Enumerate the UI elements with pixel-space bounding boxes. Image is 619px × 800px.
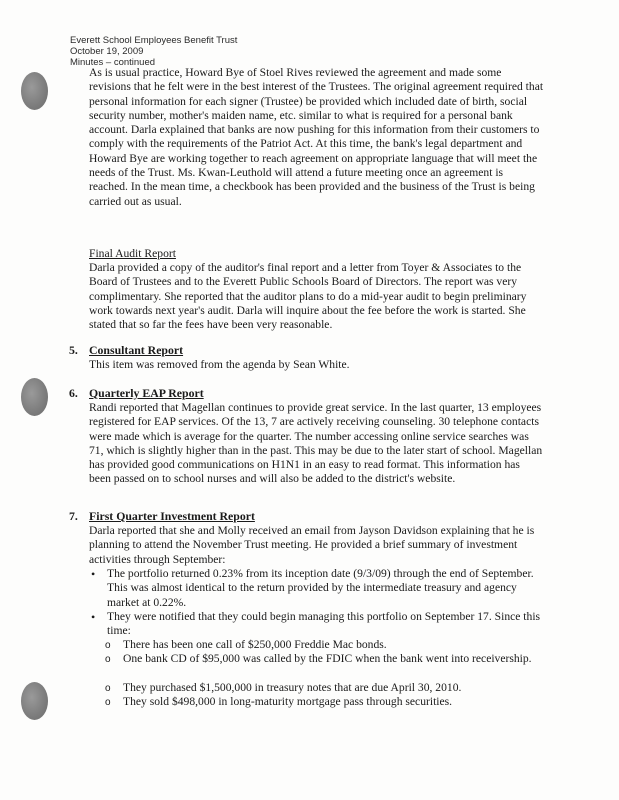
investment-sub-item: They purchased $1,500,000 in treasury notes that are due April 30, 2010. [123,681,462,694]
bullet-icon: • [91,567,96,581]
punch-hole [21,72,48,110]
eap-body: Randi reported that Magellan continues to provide great service. In the last quarter, 13 employees registered for EAP services. Of the 13, 7 are actively receiving counseling. 30 telephone contacts were made which is average for the quarter. The number accessing online service searches was 71, which is slightly higher than in the past. This may be due to the later start of school. Magellan has provided good communications on H1N1 in an easy to read format. This information has been passed on to school nurses and will also be added to the district's website. [89,401,543,486]
bullet-icon: • [91,610,96,624]
section-number: 6. [69,386,78,400]
investment-bullet: The portfolio returned 0.23% from its inception date (9/3/09) through the end of September. This was almost identical to the return provided by the intermediate treasury and agency market at 0.22%. [107,567,534,609]
sub-bullet-icon: o [105,683,111,694]
final-audit-body: Darla provided a copy of the auditor's final report and a letter from Toyer & Associates to the Board of Trustees and to the Everett Public Schools Board of Directors. The report was very complimentary. She reported that the auditor plans to do a mid-year audit to begin preliminary work towards next year's audit. Darla will inquire about the fee before the work is started. She stated that so far the fees have been very reasonable. [89,261,527,332]
intro-paragraph: As is usual practice, Howard Bye of Stoel Rives reviewed the agreement and made some revisions that he felt were in the best interest of the Trustees. The original agreement required that personal information for each signer (Trustee) be provided which included date of birth, social security number, mother's maiden name, etc. similar to what is required for a personal bank account. Darla explained that banks are now pushing for this information from their customers to comply with the requirements of the Patriot Act. At this time, the bank's legal department and Howard Bye are working together to reach agreement on appropriate language that will meet the needs of the Trust. Ms. Kwan-Leuthold will attend a future meeting once an agreement is reached. In the mean time, a checkbook has been provided and the business of the Trust is being carried out as usual. [89,66,544,208]
section-number: 5. [69,343,78,357]
punch-hole [21,682,48,720]
section-number: 7. [69,509,78,523]
section-title-eap: Quarterly EAP Report [89,386,204,400]
header-date: October 19, 2009 [70,46,144,57]
consultant-body: This item was removed from the agenda by Sean White. [89,358,350,371]
header-subtitle: Minutes – continued [70,57,156,68]
sub-bullet-icon: o [105,654,111,665]
section-title-consultant: Consultant Report [89,343,184,357]
punch-hole [21,378,48,416]
investment-body: Darla reported that she and Molly received an email from Jayson Davidson explaining that he is planning to attend the November Trust meeting. He provided a brief summary of investment activities through September: [89,524,535,566]
header-title: Everett School Employees Benefit Trust [70,35,238,46]
investment-sub-item: They sold $498,000 in long-maturity mortgage pass through securities. [123,695,453,708]
sub-bullet-icon: o [105,697,111,708]
final-audit-title: Final Audit Report [89,247,176,260]
investment-sub-item: There has been one call of $250,000 Freddie Mac bonds. [123,638,387,651]
investment-bullet: They were notified that they could begin managing this portfolio on September 17. Since this time: [107,610,541,638]
document-header [70,35,237,68]
section-title-investment: First Quarter Investment Report [89,509,255,523]
sub-bullet-icon: o [105,640,111,651]
investment-sub-item: One bank CD of $95,000 was called by the FDIC when the bank went into receivership. [123,652,532,665]
